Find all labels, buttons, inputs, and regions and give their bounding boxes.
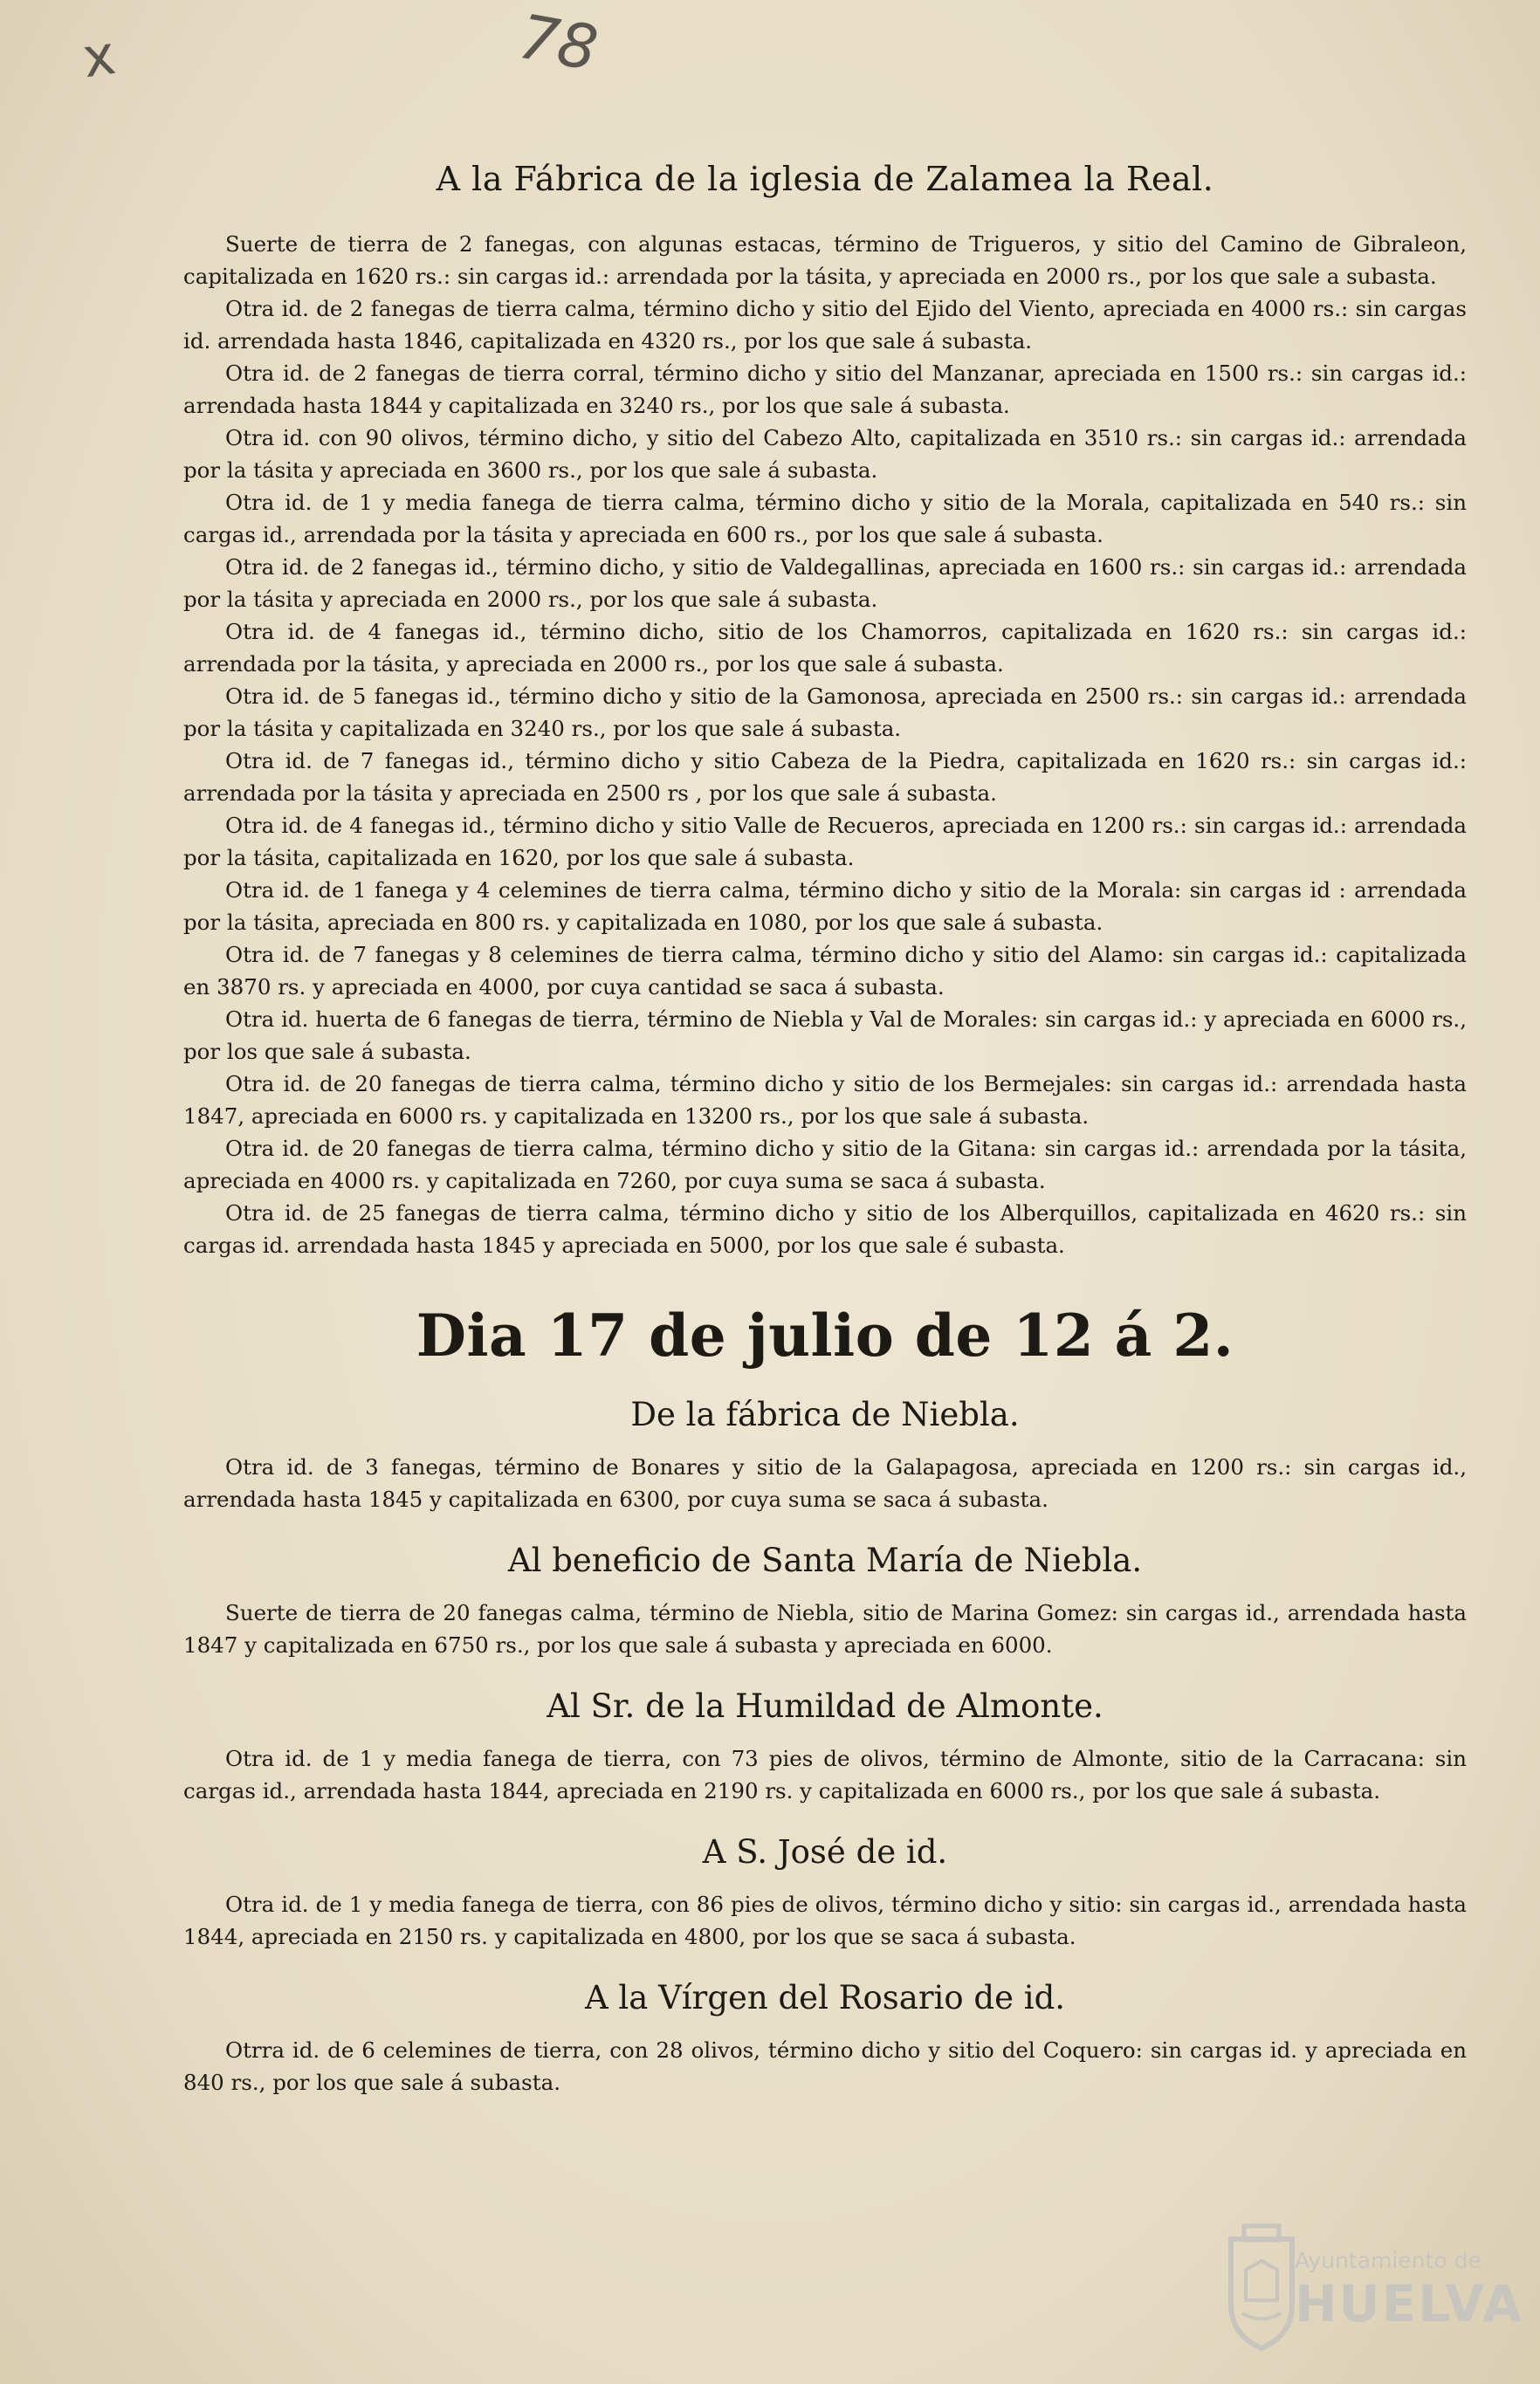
section-heading-san-jose: A S. José de id. [702, 1833, 948, 1871]
day-heading: Dia 17 de julio de 12 á 2. [416, 1302, 1234, 1370]
section-heading-niebla-fabrica: De la fábrica de Niebla. [630, 1396, 1020, 1433]
list-item: Otra id. de 20 fanegas de tierra calma, término dicho y sitio de la Gitana: sin cargas id.: arrendada por la tásita, apreciada en 4000 rs. y capitalizada en 7260, por cuya suma se saca á subasta. [183, 1136, 1467, 1193]
archive-watermark [1218, 2222, 1524, 2353]
list-item: Otra id. con 90 olivos, término dicho, y sitio del Cabezo Alto, capitalizada en 3510 rs.: sin cargas id.: arrendada por la tásita y apreciada en 3600 rs., por los que sale á subasta. [183, 425, 1467, 483]
list-item: Otra id. de 2 fanegas de tierra calma, término dicho y sitio del Ejido del Viento, apreciada en 4000 rs.: sin cargas id. arrendada hasta 1846, capitalizada en 4320 rs., por los que sale á subasta. [183, 296, 1467, 354]
section-text: Otra id. de 3 fanegas, término de Bonares y sitio de la Galapagosa, apreciada en 1200 rs.: sin cargas id., arrendada hasta 1845 y capitalizada en 6300, por cuya suma se saca á subasta. [183, 1454, 1467, 1512]
list-item: Otra id. de 4 fanegas id., término dicho y sitio Valle de Recueros, apreciada en 1200 rs.: sin cargas id.: arrendada por la tásita, capitalizada en 1620, por los que sale á subasta. [183, 813, 1467, 870]
section-text: Otra id. de 1 y media fanega de tierra, con 73 pies de olivos, término de Almonte, sitio de la Carracana: sin cargas id., arrendada hasta 1844, apreciada en 2190 rs. y capitalizada en 6000 rs., por los que sale á subasta. [183, 1746, 1467, 1803]
section1-list [183, 228, 1467, 1261]
list-item: Suerte de tierra de 2 fanegas, con algunas estacas, término de Trigueros, y sitio del Camino de Gibraleon, capitalizada en 1620 rs.: sin cargas id.: arrendada por la tásita, y apreciada en 2000 rs., por los que sale a subasta. [183, 231, 1467, 289]
list-item: Otra id. de 1 y media fanega de tierra calma, término dicho y sitio de la Morala, capitalizada en 540 rs.: sin cargas id., arrendada por la tásita y apreciada en 600 rs., por los que sale á subasta. [183, 490, 1467, 547]
list-item: Otra id. de 1 fanega y 4 celemines de tierra calma, término dicho y sitio de la Morala: sin cargas id : arrendada por la tásita, apreciada en 800 rs. y capitalizada en 1080, por los que sale á subasta. [183, 877, 1467, 935]
list-item: Otra id. de 4 fanegas id., término dicho, sitio de los Chamorros, capitalizada en 1620 rs.: sin cargas id.: arrendada por la tásita, y apreciada en 2000 rs., por los que sale á subasta. [183, 619, 1467, 677]
list-item: Otra id. huerta de 6 fanegas de tierra, término de Niebla y Val de Morales: sin cargas id.: y apreciada en 6000 rs., por los que sale á subasta. [183, 1007, 1467, 1064]
section-heading-humildad-almonte: Al Sr. de la Humildad de Almonte. [547, 1687, 1103, 1725]
document-body [183, 153, 1467, 2099]
list-item: Otra id. de 7 fanegas y 8 celemines de tierra calma, término dicho y sitio del Alamo: sin cargas id.: capitalizada en 3870 rs. y apreciada en 4000, por cuya cantidad se saca á subasta. [183, 942, 1467, 1000]
watermark-line1: Ayuntamiento de [1295, 2248, 1482, 2273]
watermark-line2: HUELVA [1295, 2274, 1524, 2333]
handwritten-page-number: 78 [513, 0, 603, 86]
section-text: Otrra id. de 6 celemines de tierra, con 28 olivos, término dicho y sitio del Coquero: sin cargas id. y apreciada en 840 rs., por los que sale á subasta. [183, 2037, 1467, 2095]
section-heading-santa-maria: Al beneficio de Santa María de Niebla. [507, 1542, 1143, 1579]
section-text: Otra id. de 1 y media fanega de tierra, con 86 pies de olivos, término dicho y sitio: sin cargas id., arrendada hasta 1844, apreciada en 2150 rs. y capitalizada en 4800, por los que se saca á subasta. [183, 1892, 1467, 1949]
city-shield-icon [1218, 2222, 1305, 2353]
list-item: Otra id. de 20 fanegas de tierra calma, término dicho y sitio de los Bermejales: sin cargas id.: arrendada hasta 1847, apreciada en 6000 rs. y capitalizada en 13200 rs., por los que sale á subasta. [183, 1071, 1467, 1129]
list-item: Otra id. de 7 fanegas id., término dicho y sitio Cabeza de la Piedra, capitalizada en 1620 rs.: sin cargas id.: arrendada por la tásita y apreciada en 2500 rs , por los que sale á subasta. [183, 748, 1467, 806]
list-item: Otra id. de 5 fanegas id., término dicho y sitio de la Gamonosa, apreciada en 2500 rs.: sin cargas id.: arrendada por la tásita y capitalizada en 3240 rs., por los que sale á subasta. [183, 684, 1467, 741]
section-heading-virgen-rosario: A la Vírgen del Rosario de id. [584, 1979, 1066, 2016]
list-item: Otra id. de 2 fanegas de tierra corral, término dicho y sitio del Manzanar, apreciada en 1500 rs.: sin cargas id.: arrendada hasta 1844 y capitalizada en 3240 rs., por los que sale á subasta. [183, 361, 1467, 418]
section-text: Suerte de tierra de 20 fanegas calma, término de Niebla, sitio de Marina Gomez: sin cargas id., arrendada hasta 1847 y capitalizada en 6750 rs., por los que sale á subasta y apreciada en 6000. [183, 1600, 1467, 1658]
list-item: Otra id. de 25 fanegas de tierra calma, término dicho y sitio de los Alberquillos, capitalizada en 4620 rs.: sin cargas id. arrendada hasta 1845 y apreciada en 5000, por los que sale é subasta. [183, 1200, 1467, 1258]
list-item: Otra id. de 2 fanegas id., término dicho, y sitio de Valdegallinas, apreciada en 1600 rs.: sin cargas id.: arrendada por la tásita y apreciada en 2000 rs., por los que sale á subasta. [183, 554, 1467, 612]
section-heading-zalamea: A la Fábrica de la iglesia de Zalamea la Real. [436, 160, 1214, 198]
handwritten-x-mark: x [79, 22, 120, 91]
